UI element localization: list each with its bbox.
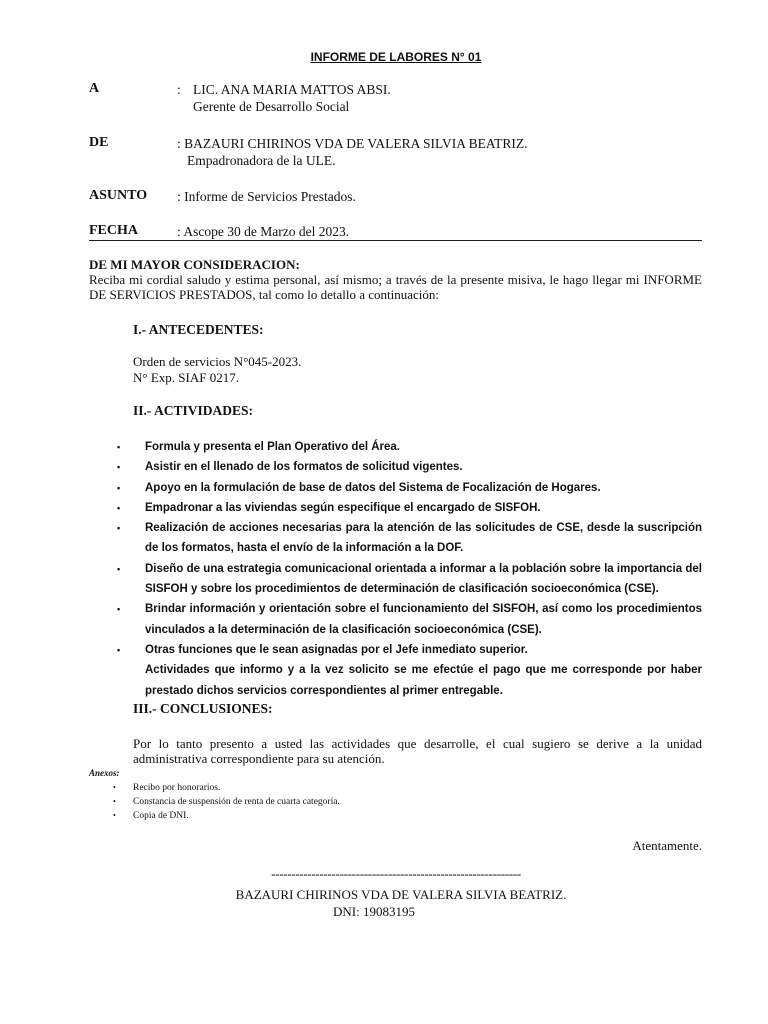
siaf-line: N° Exp. SIAF 0217. [133,370,239,385]
antecedentes-block [133,354,301,386]
date-label: FECHA [89,223,138,238]
conclusiones-paragraph: Por lo tanto presento a usted las actividades que desarrolle, el cual sugiero se derive a la unidad administrativa correspondiente para su atención. [133,736,702,766]
conclusiones-heading: III.- CONCLUSIONES: [133,701,273,716]
list-item: • Brindar información y orientación sobre el funcionamiento del SISFOH, así como los procedimientos vinculados a la determinación de la clasificación socioeconómica (CSE). [117,599,702,640]
signature-name: BAZAURI CHIRINOS VDA DE VALERA SILVIA BEATRIZ. [235,887,567,902]
list-item: • Diseño de una estrategia comunicacional orientada a informar a la población sobre la importancia del SISFOH y sobre los procedimientos de determinación de clasificación socioeconómica (CSE). [117,559,702,600]
actividades-heading: II.- ACTIVIDADES: [133,403,254,418]
recipient-name: LIC. ANA MARIA MATTOS ABSI. [193,82,391,97]
service-order-line: Orden de servicios N°045-2023. [133,354,302,369]
recipient-label: A [89,81,100,96]
sender-label: DE [89,135,109,150]
activities-note: Actividades que informo y a la vez solicito se me efectúe el pago que me corresponde por haber prestado dichos servicios correspondientes al primer entregable. [145,664,702,697]
signature-dni: DNI: 19083195 [333,904,415,919]
header-divider [89,240,702,241]
antecedentes-heading: I.- ANTECEDENTES: [133,322,264,337]
list-item: • Copia de DNI. [113,811,189,821]
subject-value: : Informe de Servicios Prestados. [177,189,356,204]
bullet-icon: • [113,783,116,792]
intro-paragraph: Reciba mi cordial saludo y estima personal, así mismo; a través de la presente misiva, le hago llegar mi INFORME DE SERVICIOS PRESTADOS, tal como lo detallo a continuación: [89,272,702,302]
recipient-colon: : [177,82,181,97]
sender-role: Empadronadora de la ULE. [187,153,336,168]
list-item: • Empadronar a las viviendas según especifique el encargado de SISFOH. [117,498,702,518]
recipient-role: Gerente de Desarrollo Social [193,99,350,114]
list-item: • Formula y presenta el Plan Operativo del Área. [117,437,702,457]
anexos-list [113,781,340,823]
bullet-icon: • [117,563,121,574]
bullet-icon: • [117,604,121,615]
document-title: INFORME DE LABORES N° 01 [310,50,482,64]
list-item: • Otras funciones que le sean asignadas por el Jefe inmediato superior. Actividades que informo y a la vez solicito se me efectúe el pago que me corresponde por haber prestado dichos servicios correspondientes al primer entregable. [117,640,702,701]
list-item: • Realización de acciones necesarias para la atención de las solicitudes de CSE, desde la suscripción de los formatos, hasta el envío de la información a la DOF. [117,518,702,559]
bullet-icon: • [113,811,116,820]
closing-text: Atentamente. [632,838,702,853]
list-item: • Recibo por honorarios. [113,783,221,793]
bullet-icon: • [117,502,121,513]
signature-line: -------------------------------------------------------------- [271,866,521,881]
bullet-icon: • [117,462,121,473]
bullet-icon: • [117,523,121,534]
date-value: : Ascope 30 de Marzo del 2023. [177,224,350,239]
list-item: • Constancia de suspensión de renta de cuarta categoría. [113,797,340,807]
bullet-icon: • [117,442,121,452]
activities-list [117,437,702,701]
list-item: • Asistir en el llenado de los formatos de solicitud vigentes. [117,457,702,477]
bullet-icon: • [113,797,116,806]
bullet-icon: • [117,644,121,655]
bullet-icon: • [117,482,121,493]
list-item: • Apoyo en la formulación de base de datos del Sistema de Focalización de Hogares. [117,478,702,498]
greeting: DE MI MAYOR CONSIDERACION: [89,257,300,272]
subject-label: ASUNTO [89,188,148,203]
sender-name: : BAZAURI CHIRINOS VDA DE VALERA SILVIA BEATRIZ. [177,136,528,151]
anexos-heading: Anexos: [89,768,120,778]
